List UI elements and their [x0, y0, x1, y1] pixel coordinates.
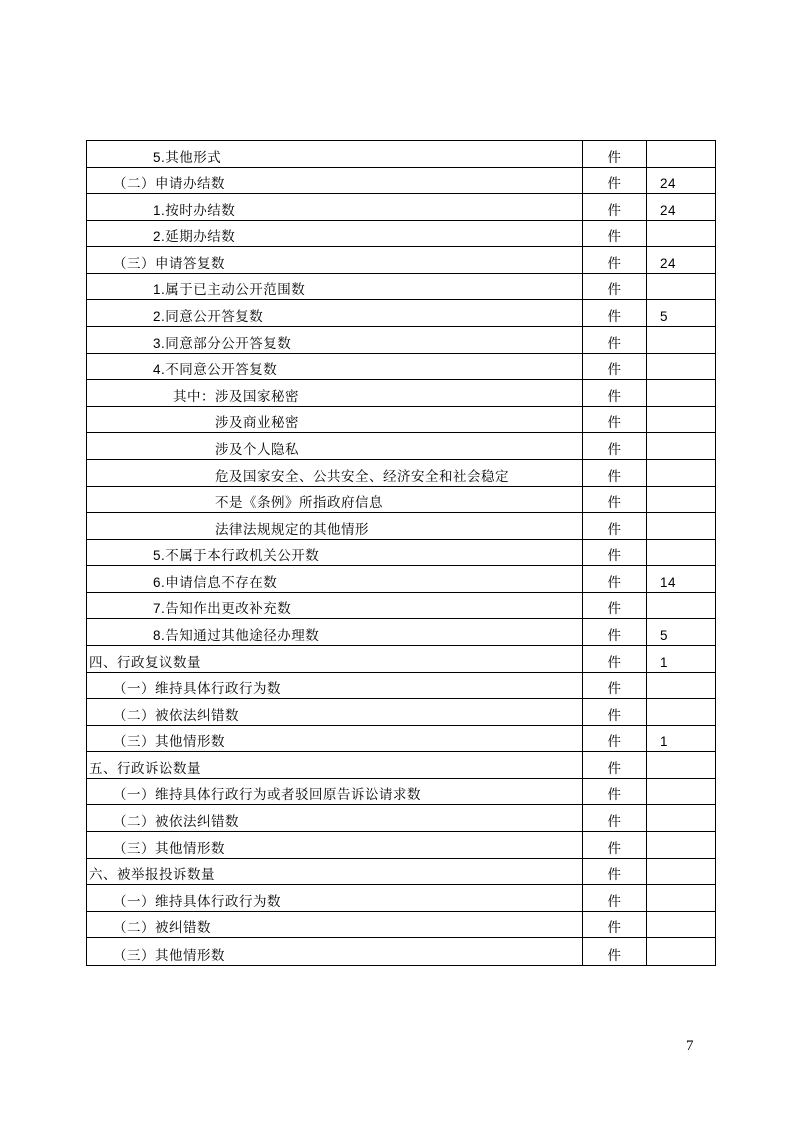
row-item-label: （二）申请办结数	[87, 168, 583, 194]
table-row	[87, 832, 715, 859]
row-unit-cell: 件	[583, 460, 647, 486]
row-item-label: 2.同意公开答复数	[87, 300, 583, 326]
row-item-label: 1.按时办结数	[87, 194, 583, 220]
row-value-cell	[647, 885, 715, 911]
row-value-cell: 1	[660, 654, 669, 670]
row-item-label: 3.同意部分公开答复数	[87, 327, 583, 353]
row-value-cell	[647, 805, 715, 831]
table-row	[87, 540, 715, 567]
row-value-cell: 24	[660, 255, 677, 271]
row-value-cell	[647, 779, 715, 805]
row-value-cell	[647, 752, 715, 778]
row-item-label: 5.不属于本行政机关公开数	[87, 540, 583, 566]
row-unit-cell: 件	[583, 300, 647, 326]
row-value-cell	[647, 407, 715, 433]
row-value-cell	[647, 487, 715, 513]
row-item-label: 涉及商业秘密	[87, 407, 583, 433]
row-value-cell	[647, 354, 715, 380]
table-row	[87, 433, 715, 460]
row-unit-cell: 件	[583, 593, 647, 619]
table-row	[87, 646, 715, 673]
row-unit-cell: 件	[583, 752, 647, 778]
row-unit-cell: 件	[583, 885, 647, 911]
table-row	[87, 487, 715, 514]
row-item-label: （二）被纠错数	[87, 912, 583, 938]
table-row	[87, 354, 715, 381]
row-value-cell	[647, 540, 715, 566]
row-item-label: 六、被举报投诉数量	[87, 859, 583, 885]
row-unit-cell: 件	[583, 221, 647, 247]
row-unit-cell: 件	[583, 380, 647, 406]
row-unit-cell: 件	[583, 487, 647, 513]
row-item-label: （三）其他情形数	[87, 938, 583, 965]
row-item-label: 五、行政诉讼数量	[87, 752, 583, 778]
row-unit-cell: 件	[583, 938, 647, 965]
row-item-label: 8.告知通过其他途径办理数	[87, 619, 583, 645]
table-row	[87, 885, 715, 912]
row-item-label: 1.属于已主动公开范围数	[87, 274, 583, 300]
row-value-cell	[647, 460, 715, 486]
row-unit-cell: 件	[583, 354, 647, 380]
table-row	[87, 300, 715, 327]
row-unit-cell: 件	[583, 779, 647, 805]
row-value-cell	[647, 832, 715, 858]
row-item-label: （三）其他情形数	[87, 726, 583, 752]
row-value-cell: 5	[660, 627, 669, 643]
row-item-label: 4.不同意公开答复数	[87, 354, 583, 380]
row-item-label: （一）维持具体行政行为数	[87, 885, 583, 911]
table-row	[87, 460, 715, 487]
row-value-cell	[647, 699, 715, 725]
table-row	[87, 938, 715, 965]
row-unit-cell: 件	[583, 619, 647, 645]
row-unit-cell: 件	[583, 433, 647, 459]
row-value-cell	[647, 433, 715, 459]
row-value-cell: 5	[660, 309, 669, 325]
row-value-cell: 24	[660, 202, 677, 218]
row-unit-cell: 件	[583, 247, 647, 273]
row-unit-cell: 件	[583, 407, 647, 433]
table-row	[87, 247, 715, 274]
row-value-cell	[647, 141, 715, 167]
table-row	[87, 274, 715, 301]
row-unit-cell: 件	[583, 859, 647, 885]
row-value-cell	[647, 513, 715, 539]
row-item-label: 6.申请信息不存在数	[87, 566, 583, 592]
table-row	[87, 699, 715, 726]
row-value-cell: 1	[660, 734, 669, 750]
table-row	[87, 726, 715, 753]
table-row	[87, 168, 715, 195]
table-row	[87, 327, 715, 354]
table-row	[87, 380, 715, 407]
row-item-label: 其中：涉及国家秘密	[87, 380, 583, 406]
table-row	[87, 805, 715, 832]
row-value-cell	[647, 912, 715, 938]
table-row	[87, 593, 715, 620]
row-unit-cell: 件	[583, 141, 647, 167]
row-item-label: 涉及个人隐私	[87, 433, 583, 459]
row-value-cell	[647, 327, 715, 353]
row-unit-cell: 件	[583, 540, 647, 566]
row-unit-cell: 件	[583, 673, 647, 699]
row-value-cell: 14	[660, 574, 677, 590]
row-unit-cell: 件	[583, 566, 647, 592]
row-item-label: 危及国家安全、公共安全、经济安全和社会稳定	[87, 460, 583, 486]
row-unit-cell: 件	[583, 168, 647, 194]
table-row	[87, 912, 715, 939]
row-item-label: 2.延期办结数	[87, 221, 583, 247]
row-item-label: 法律法规规定的其他情形	[87, 513, 583, 539]
row-item-label: （二）被依法纠错数	[87, 805, 583, 831]
row-value-cell	[647, 380, 715, 406]
row-item-label: （一）维持具体行政行为或者驳回原告诉讼请求数	[87, 779, 583, 805]
row-item-label: 不是《条例》所指政府信息	[87, 487, 583, 513]
row-unit-cell: 件	[583, 274, 647, 300]
row-unit-cell: 件	[583, 513, 647, 539]
row-value-cell	[647, 221, 715, 247]
row-unit-cell: 件	[583, 912, 647, 938]
table-row	[87, 673, 715, 700]
row-item-label: （一）维持具体行政行为数	[87, 673, 583, 699]
row-unit-cell: 件	[583, 699, 647, 725]
row-value-cell	[647, 859, 715, 885]
table-row	[87, 221, 715, 248]
row-unit-cell: 件	[583, 805, 647, 831]
row-value-cell: 24	[660, 176, 677, 192]
row-unit-cell: 件	[583, 832, 647, 858]
row-value-cell	[647, 274, 715, 300]
row-unit-cell: 件	[583, 646, 647, 672]
row-item-label: 7.告知作出更改补充数	[87, 593, 583, 619]
row-unit-cell: 件	[583, 194, 647, 220]
disclosure-statistics-table	[86, 140, 716, 966]
row-value-cell	[647, 593, 715, 619]
table-row	[87, 566, 715, 593]
table-row	[87, 141, 715, 168]
row-item-label: （三）其他情形数	[87, 832, 583, 858]
row-item-label: （三）申请答复数	[87, 247, 583, 273]
row-value-cell	[647, 938, 715, 965]
page-number: 7	[686, 1038, 694, 1054]
table-row	[87, 752, 715, 779]
row-unit-cell: 件	[583, 726, 647, 752]
row-unit-cell: 件	[583, 327, 647, 353]
row-value-cell	[647, 673, 715, 699]
table-row	[87, 859, 715, 886]
table-row	[87, 407, 715, 434]
table-row	[87, 513, 715, 540]
table-row	[87, 779, 715, 806]
table-row	[87, 619, 715, 646]
row-item-label: 四、行政复议数量	[87, 646, 583, 672]
row-item-label: 5.其他形式	[87, 141, 583, 167]
row-item-label: （二）被依法纠错数	[87, 699, 583, 725]
table-row	[87, 194, 715, 221]
